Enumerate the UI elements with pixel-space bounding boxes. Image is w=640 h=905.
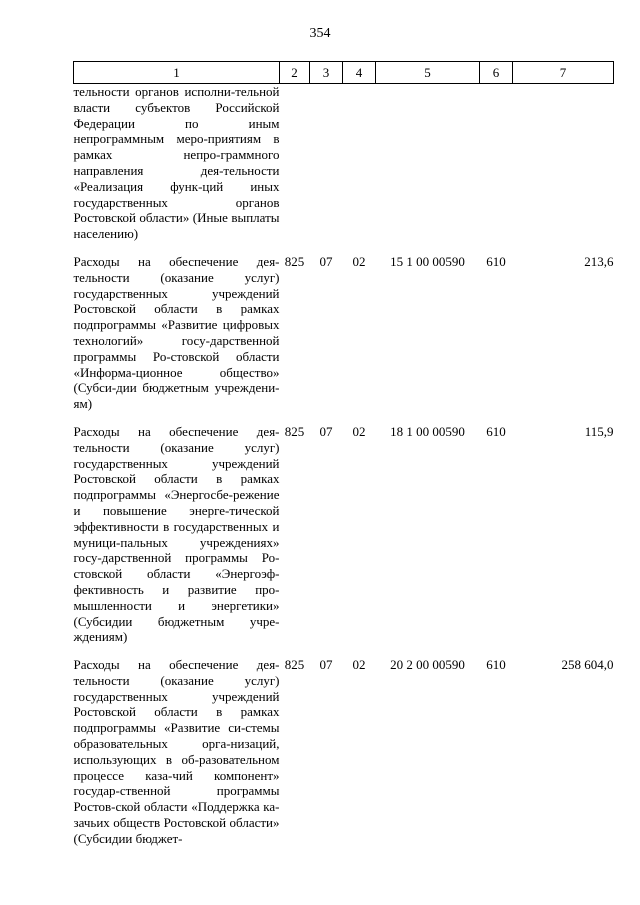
column-header-7: 7 [513,62,614,84]
row-section-code: 07 [319,253,333,269]
row-section-code: 07 [319,657,333,673]
row-target-article: 18 1 00 00590 [390,423,465,439]
row-ministry-code: 825 [284,253,305,269]
row-ministry-code: 825 [284,423,305,439]
row-target-article: 15 1 00 00590 [390,253,465,269]
row-expense-type: 610 [486,423,506,439]
row-target-article [376,84,480,242]
row-subsection-code [343,84,376,242]
row-amount: 213,6 [584,253,614,269]
row-description: тельности органов исполни-тельной власти субъектов Российской Федерации по иным непрограммным меро-приятиям в рамках непро-граммного направления дея-тельности «Реализация функ-ций иных государственных органов Ростовской области» (Иные выплаты населению) [73,84,280,242]
column-header-1: 1 [74,62,280,84]
table-header-row [74,62,614,84]
table-row [74,412,614,645]
table-row [74,84,614,242]
column-header-5: 5 [376,62,480,84]
row-expense-type [480,84,513,242]
row-section-code [310,84,343,242]
budget-table [73,61,614,847]
column-header-6: 6 [480,62,513,84]
column-header-4: 4 [343,62,376,84]
table-row [74,645,614,847]
table-row [74,242,614,412]
row-amount [513,84,614,242]
row-expense-type: 610 [486,253,506,269]
column-header-3: 3 [310,62,343,84]
row-subsection-code: 02 [352,657,366,673]
row-subsection-code: 02 [352,253,366,269]
row-amount: 258 604,0 [561,657,614,673]
row-ministry-code: 825 [284,657,305,673]
row-section-code: 07 [319,423,333,439]
row-amount: 115,9 [584,423,614,439]
column-header-2: 2 [280,62,310,84]
row-description: Расходы на обеспечение дея-тельности (оказание услуг) государственных учреждений Ростовской области в рамках подпрограммы «Энергосбе-режение и повышение энерге-тической эффективности в государственных и муници-пальных учреждениях» госу-дарственной программы Ро-стовской области «Энергоэф-фективность и развитие про-мышленности и энергетики» (Субсидии бюджетным учре-ждениям) [73,423,280,645]
row-expense-type: 610 [486,657,506,673]
row-ministry-code [280,84,310,242]
page-number: 354 [309,26,331,41]
row-subsection-code: 02 [352,423,366,439]
row-description: Расходы на обеспечение дея-тельности (оказание услуг) государственных учреждений Ростовской области в рамках подпрограммы «Развитие си-стемы образовательных орга-низаций, использующих в об-разовательном процессе каза-чий компонент» государ-ственной программы Ростов-ской области «Поддержка ка-зачьих обществ Ростовской области» (Субсидии бюджет- [73,657,280,846]
row-target-article: 20 2 00 00590 [390,657,465,673]
row-description: Расходы на обеспечение дея-тельности (оказание услуг) государственных учреждений Ростовской области в рамках подпрограммы «Развитие цифровых технологий» госу-дарственной программы Ро-стовской области «Информа-ционное общество» (Субси-дии бюджетным учреждени-ям) [73,253,280,412]
